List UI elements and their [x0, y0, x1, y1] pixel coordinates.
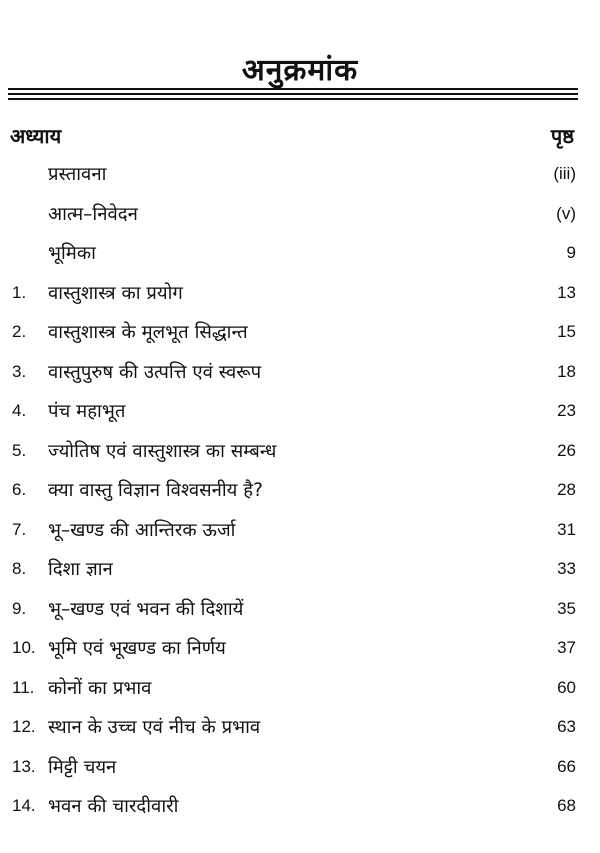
toc-entry[interactable] [0, 395, 600, 435]
toc-entry[interactable] [0, 672, 600, 712]
entry-title: आत्म–निवेदन [48, 203, 138, 225]
entry-title: भूमि एवं भूखण्ड का निर्णय [48, 638, 226, 659]
entry-number: 9. [12, 598, 27, 618]
entry-number: 5. [12, 440, 27, 460]
entry-number: 1. [12, 282, 27, 302]
entry-number: 4. [12, 401, 27, 420]
entry-title: भू–खण्ड एवं भवन की दिशायें [48, 598, 244, 620]
toc-entry[interactable] [0, 711, 600, 751]
entry-number: 11. [12, 677, 35, 697]
title-divider-line [8, 93, 578, 95]
entry-page-number: 68 [557, 796, 576, 815]
entry-title: भू–खण्ड की आन्तिरक ऊर्जा [48, 519, 236, 541]
entry-title: प्रस्तावना [48, 164, 107, 185]
entry-number: 7. [12, 519, 27, 539]
entry-title: वास्तुशास्त्र के मूलभूत सिद्धान्त [48, 322, 248, 343]
entry-page-number: 33 [557, 559, 576, 578]
entry-page-number: 66 [557, 756, 576, 776]
toc-entry[interactable] [0, 277, 600, 317]
toc-entry[interactable] [0, 474, 600, 514]
entry-page-number: 31 [557, 519, 576, 539]
entry-number: 14. [12, 796, 36, 815]
page-title: अनुक्रमांक [241, 53, 359, 88]
entry-page-number: 37 [557, 638, 576, 657]
toc-entry[interactable] [0, 553, 600, 593]
entry-number: 12. [12, 717, 36, 736]
entry-page-number: 13 [557, 282, 576, 302]
entry-page-number: 26 [557, 440, 576, 460]
entry-title: वास्तुपुरुष की उत्पत्ति एवं स्वरूप [48, 361, 262, 383]
entry-title: भूमिका [48, 243, 96, 264]
entry-page-number: 35 [557, 598, 576, 618]
entry-title: ज्योतिष एवं वास्तुशास्त्र का सम्बन्ध [48, 440, 277, 462]
toc-entry[interactable] [0, 198, 600, 238]
entry-number: 2. [12, 322, 27, 341]
toc-entry[interactable] [0, 435, 600, 475]
toc-entry[interactable] [0, 356, 600, 396]
entry-title: वास्तुशास्त्र का प्रयोग [48, 282, 183, 304]
entry-page-number: 28 [557, 480, 576, 499]
entry-title: भवन की चारदीवारी [48, 796, 179, 817]
entry-number: 10. [12, 638, 36, 657]
entry-page-number: 9 [566, 243, 576, 262]
title-divider-line [8, 98, 578, 100]
entry-title: दिशा ज्ञान [48, 559, 113, 580]
page-column-heading: पृष्ठ [550, 124, 574, 148]
entry-page-number: 63 [557, 717, 576, 736]
table-of-contents-list [0, 158, 600, 830]
toc-entry[interactable] [0, 632, 600, 672]
chapter-column-heading: अध्याय [10, 124, 62, 148]
entry-page-number: 18 [557, 361, 576, 381]
entry-number: 8. [12, 559, 27, 578]
entry-page-number: (iii) [553, 164, 576, 183]
entry-number: 13. [12, 756, 36, 776]
toc-entry[interactable] [0, 316, 600, 356]
toc-entry[interactable] [0, 790, 600, 830]
entry-title: स्थान के उच्च एवं नीच के प्रभाव [48, 717, 261, 738]
entry-title: क्या वास्तु विज्ञान विश्वसनीय है? [48, 480, 263, 501]
title-divider-line [8, 88, 578, 90]
toc-entry[interactable] [0, 751, 600, 791]
toc-entry[interactable] [0, 158, 600, 198]
toc-entry[interactable] [0, 514, 600, 554]
entry-number: 3. [12, 361, 27, 381]
entry-page-number: 60 [557, 677, 576, 697]
entry-page-number: 23 [557, 401, 576, 420]
entry-page-number: (v) [556, 203, 576, 223]
entry-title: पंच महाभूत [48, 401, 126, 422]
toc-entry[interactable] [0, 593, 600, 633]
entry-page-number: 15 [557, 322, 576, 341]
toc-entry[interactable] [0, 237, 600, 277]
entry-number: 6. [12, 480, 27, 499]
entry-title: कोनों का प्रभाव [48, 677, 152, 699]
entry-title: मिट्टी चयन [48, 756, 117, 778]
